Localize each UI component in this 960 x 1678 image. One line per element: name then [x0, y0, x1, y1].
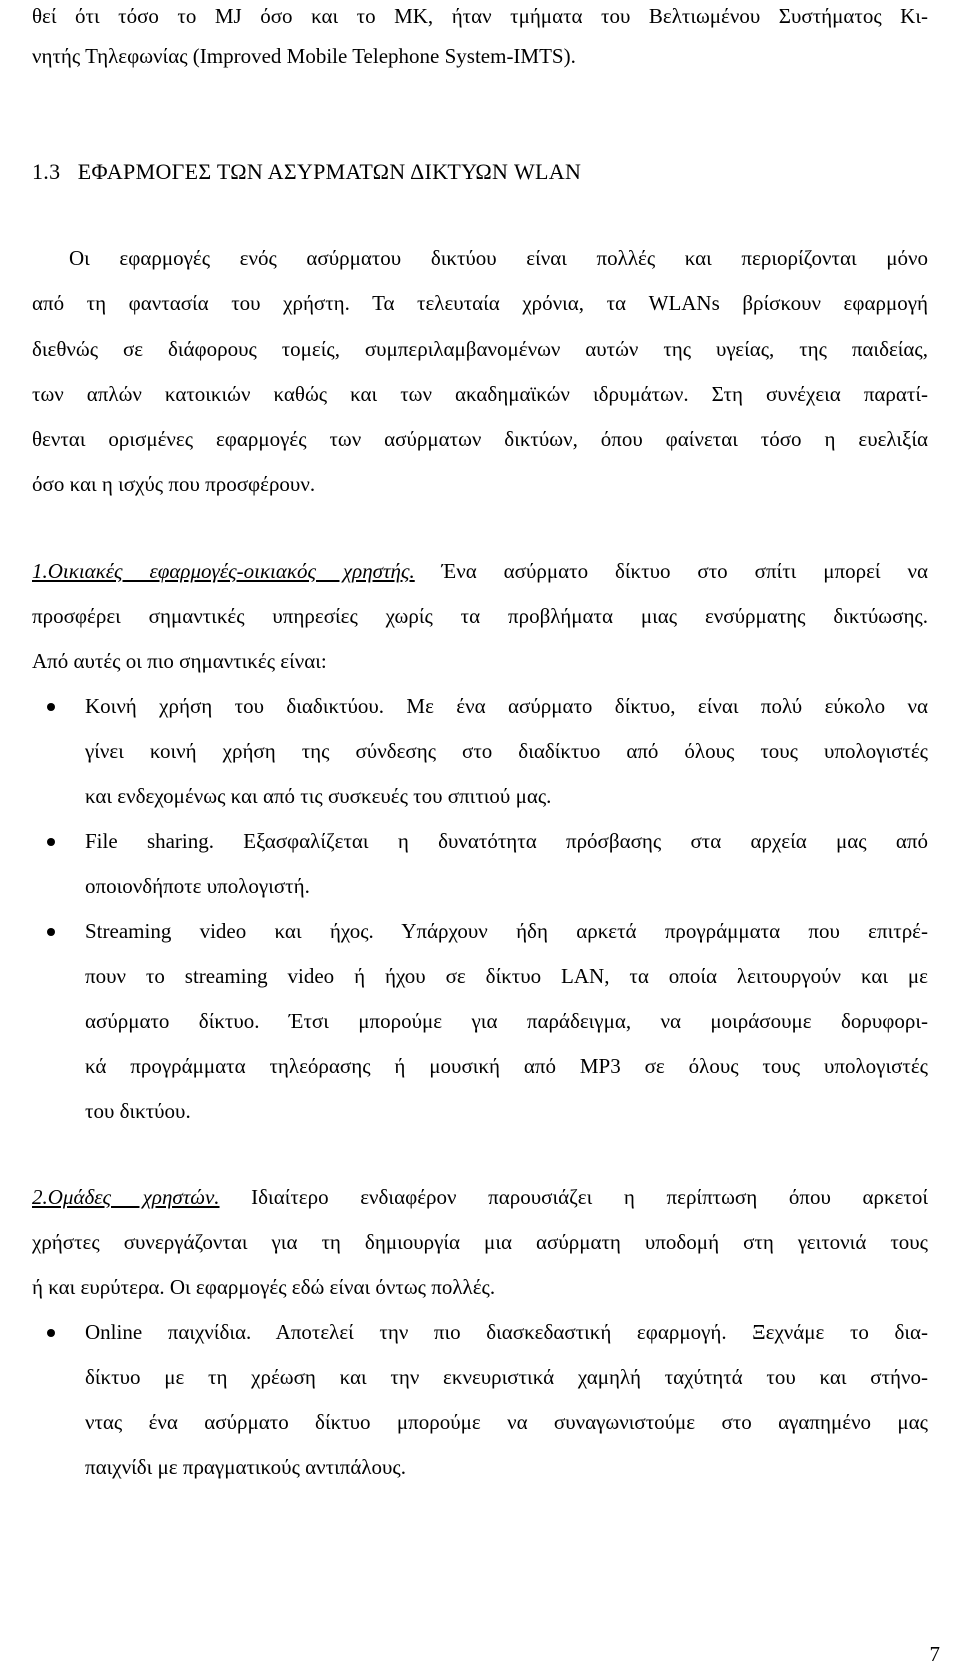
text-line: γίνει κοινή χρήση της σύνδεσης στο διαδίκτυο από όλους τους υπολογιστές	[85, 739, 928, 763]
text-line: και ενδεχομένως και από τις συσκευές του σπιτιού μας.	[85, 784, 552, 808]
page-number: 7	[929, 1642, 940, 1666]
subsection-title: 1.Οικιακές εφαρμογές-οικιακός χρηστής.	[32, 559, 415, 583]
text-run: Ένα ασύρματο δίκτυο στο σπίτι μπορεί να	[414, 559, 928, 583]
text-line: διεθνώς σε διάφορους τομείς, συμπεριλαμβανομένων αυτών της υγείας, της παιδείας,	[32, 337, 928, 361]
text-line: πουν το streaming video ή ήχου σε δίκτυο LAN, τα οποία λειτουργούν και με	[85, 964, 928, 988]
bullet-icon	[45, 836, 57, 848]
text-line: Από αυτές οι πιο σημαντικές είναι:	[32, 649, 327, 673]
text-line: ασύρματο δίκτυο. Έτσι μπορούμε για παράδειγμα, να μοιράσουμε δορυφορι-	[85, 1009, 928, 1033]
text-line: θεί ότι τόσο το MJ όσο και το MK, ήταν τμήματα του Βελτιωμένου Συστήματος Κι-	[32, 4, 928, 28]
bullet-icon	[45, 701, 57, 713]
text-line: όσο και η ισχύς που προσφέρουν.	[32, 472, 316, 496]
text-run: Ιδιαίτερο ενδιαφέρον παρουσιάζει η περίπτωση όπου αρκετοί	[219, 1185, 928, 1209]
text-line: ή και ευρύτερα. Οι εφαρμογές εδώ είναι όντως πολλές.	[32, 1275, 496, 1299]
text-line: παιχνίδι με πραγματικούς αντιπάλους.	[85, 1455, 406, 1479]
text-line: δίκτυο με τη χρέωση και την εκνευριστικά χαμηλή ταχύτητά του και στήνο-	[85, 1365, 928, 1389]
subsection-title: 2.Ομάδες χρηστών.	[32, 1185, 220, 1209]
subsection-line	[32, 559, 928, 583]
text-line: Streaming video και ήχος. Υπάρχουν ήδη αρκετά προγράμματα που επιτρέ-	[85, 919, 928, 943]
bullet-icon	[45, 1327, 57, 1339]
bullet-icon	[45, 926, 57, 938]
text-line: από τη φαντασία του χρήστη. Τα τελευταία χρόνια, τα WLANs βρίσκουν εφαρμογή	[32, 291, 928, 315]
text-line: θενται ορισμένες εφαρμογές των ασύρματων δικτύων, όπου φαίνεται τόσο η ευελιξία	[32, 427, 928, 451]
text-line: Οι εφαρμογές ενός ασύρματου δικτύου είναι πολλές και περιορίζονται μόνο	[69, 246, 928, 270]
text-line: File sharing. Εξασφαλίζεται η δυνατότητα πρόσβασης στα αρχεία μας από	[85, 829, 928, 853]
text-line: των απλών κατοικιών καθώς και των ακαδημαϊκών ιδρυμάτων. Στη συνέχεια παρατί-	[32, 382, 928, 406]
text-line: Online παιχνίδια. Αποτελεί την πιο διασκεδαστική εφαρμογή. Ξεχνάμε το δια-	[85, 1320, 928, 1344]
text-line: νητής Τηλεφωνίας (Improved Mobile Telephone System-IMTS).	[32, 44, 576, 68]
text-line: του δικτύου.	[85, 1099, 191, 1123]
text-line: Κοινή χρήση του διαδικτύου. Με ένα ασύρματο δίκτυο, είναι πολύ εύκολο να	[85, 694, 928, 718]
subsection-line	[32, 1185, 928, 1209]
text-line: προσφέρει σημαντικές υπηρεσίες χωρίς τα προβλήματα μιας ενσύρματης δικτύωσης.	[32, 604, 928, 628]
text-line: ντας ένα ασύρματο δίκτυο μπορούμε να συναγωνιστούμε στο αγαπημένο μας	[85, 1410, 928, 1434]
text-line: οποιονδήποτε υπολογιστή.	[85, 874, 310, 898]
text-line: χρήστες συνεργάζονται για τη δημιουργία μια ασύρματη υποδομή στη γειτονιά τους	[32, 1230, 928, 1254]
section-heading: 1.3 ΕΦΑΡΜΟΓΕΣ ΤΩΝ ΑΣΥΡΜΑΤΩΝ ΔΙΚΤΥΩΝ WLAN	[32, 159, 582, 184]
text-line: κά προγράμματα τηλεόρασης ή μουσική από MP3 σε όλους τους υπολογιστές	[85, 1054, 928, 1078]
